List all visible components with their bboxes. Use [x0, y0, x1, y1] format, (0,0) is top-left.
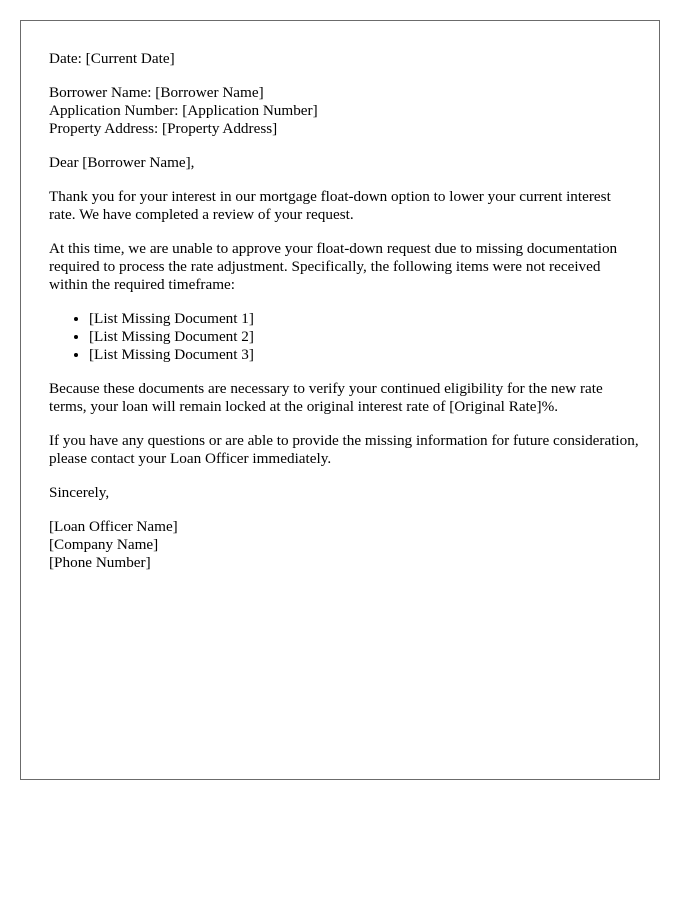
loan-officer-name: [Loan Officer Name] [49, 518, 178, 535]
missing-document-item: • [List Missing Document 2] [89, 328, 639, 346]
closing: Sincerely, [49, 484, 110, 501]
paragraph-intro: Thank you for your interest in our mortgage float-down option to lower your current interest rate. We have completed a review of your request. [49, 188, 611, 223]
missing-document-item: • [List Missing Document 1] [89, 310, 639, 328]
phone-number: [Phone Number] [49, 554, 151, 571]
company-name: [Company Name] [49, 536, 159, 553]
date-line: Date: [Current Date] [49, 50, 175, 67]
borrower-info-block [49, 84, 639, 138]
borrower-name-line: Borrower Name: [Borrower Name] [49, 84, 264, 101]
missing-document-item: • [List Missing Document 3] [89, 346, 639, 364]
letter-page [20, 20, 660, 780]
salutation: Dear [Borrower Name], [49, 154, 195, 171]
signature-block [49, 518, 639, 572]
paragraph-contact: If you have any questions or are able to provide the missing information for future consideration, please contact your Loan Officer immediately. [49, 432, 639, 467]
property-address-line: Property Address: [Property Address] [49, 120, 278, 137]
application-number-line: Application Number: [Application Number] [49, 102, 318, 119]
paragraph-denial: At this time, we are unable to approve your float-down request due to missing documentation required to process the rate adjustment. Specifically, the following items were not received within the required timeframe: [49, 240, 618, 293]
missing-documents-list [49, 310, 639, 364]
letter-body [49, 50, 639, 572]
paragraph-rate-lock: Because these documents are necessary to verify your continued eligibility for the new rate terms, your loan will remain locked at the original interest rate of [Original Rate]%. [49, 380, 603, 415]
